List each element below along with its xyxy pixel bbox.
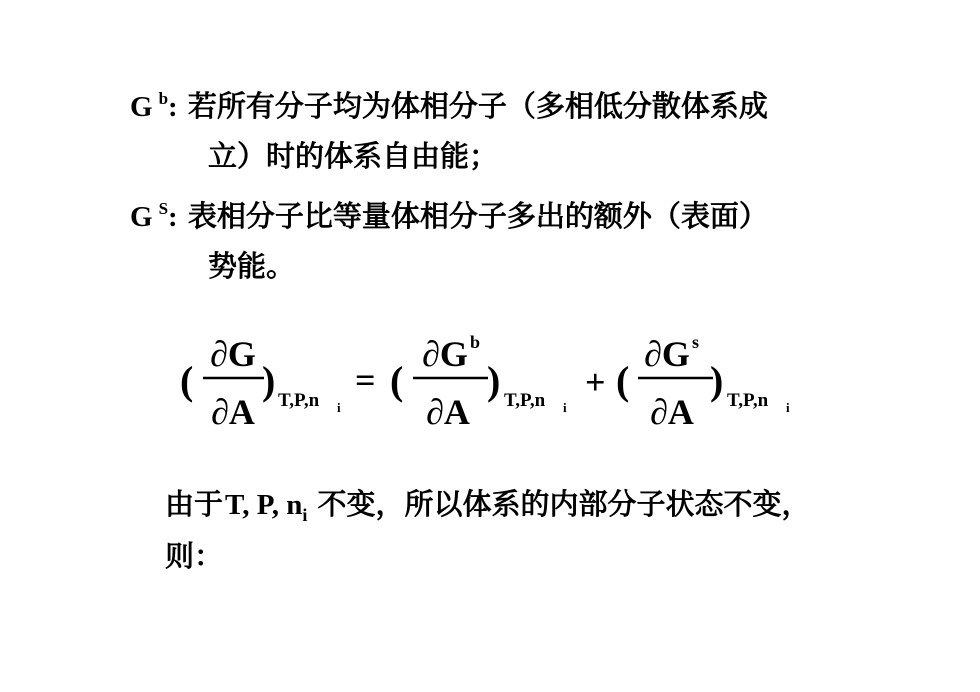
term2-subscript-i: i (786, 400, 790, 415)
gs-colon: : (168, 201, 178, 233)
term1-denominator: ∂A (426, 392, 470, 432)
term2-subscript: T,P,n (727, 390, 769, 411)
lhs-denominator: ∂A (211, 392, 255, 432)
gs-superscript: S (158, 199, 169, 218)
term1-open-paren: ( (390, 358, 404, 403)
gs-symbol: G (130, 201, 153, 233)
lhs-subscript-i: i (337, 400, 341, 415)
conclusion-rest-line1: 不变，所以体系的内部分子状态不变， (317, 487, 811, 521)
equals-sign: = (355, 360, 376, 400)
conclusion-vars: T, P, n (225, 489, 303, 521)
gb-text-line1: 若所有分子均为体相分子（多相低分散体系成 (187, 89, 768, 123)
conclusion-line2-text: 则： (165, 539, 224, 573)
equation-term-surface (616, 332, 790, 432)
term1-subscript-i: i (563, 400, 567, 415)
lhs-open-paren: ( (180, 358, 194, 403)
conclusion-line1 (165, 487, 811, 525)
term1-subscript: T,P,n (504, 390, 546, 411)
gb-colon: : (168, 91, 178, 123)
gb-symbol: G (130, 91, 153, 123)
conclusion-vars-subscript: i (302, 505, 308, 525)
plus-sign: + (585, 362, 606, 402)
lhs-close-paren: ) (262, 358, 276, 403)
gb-text-line2: 立）时的体系自由能； (208, 139, 499, 173)
term2-numerator: ∂G (644, 334, 690, 374)
conclusion-prefix: 由于 (165, 487, 224, 521)
term2-close-paren: ) (710, 358, 724, 403)
gb-superscript: b (158, 89, 169, 108)
equation-lhs (180, 334, 341, 432)
conclusion-line2 (165, 539, 224, 573)
lhs-numerator: ∂G (210, 334, 256, 374)
term1-close-paren: ) (487, 358, 501, 403)
term1-numerator-sup: b (470, 332, 481, 352)
term1-numerator: ∂G (422, 334, 468, 374)
term2-open-paren: ( (616, 358, 630, 403)
term2-denominator: ∂A (650, 392, 694, 432)
lhs-subscript: T,P,n (278, 390, 320, 411)
gs-text-line2: 势能。 (208, 249, 296, 283)
term2-numerator-sup: s (692, 332, 700, 352)
gs-text-line1: 表相分子比等量体相分子多出的额外（表面） (187, 199, 768, 233)
equation-term-bulk (390, 332, 567, 432)
